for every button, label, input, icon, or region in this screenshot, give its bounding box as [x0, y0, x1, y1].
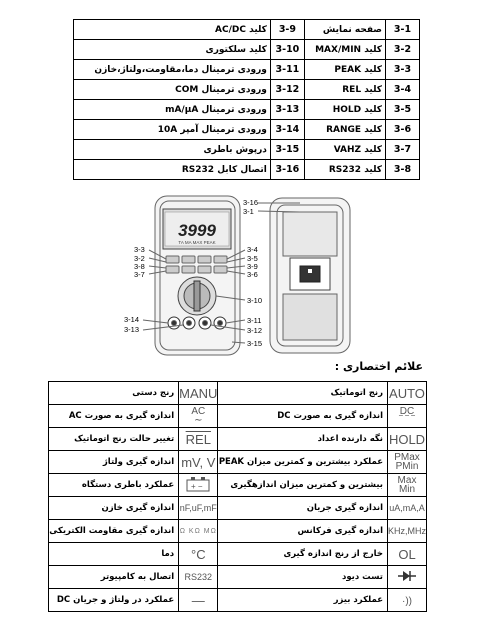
part-description-left: ورودی ترمینال آمپر 10A — [74, 120, 271, 140]
symbol-description-right: رنج اتوماتیک — [218, 382, 388, 405]
symbol-description-left: دما — [49, 543, 179, 566]
part-number-right: 3-6 — [386, 120, 420, 140]
symbol-description-left: اتصال به کامپیوتر — [49, 566, 179, 589]
front-view — [143, 196, 245, 355]
max-min-icon: Max Min — [388, 474, 427, 497]
symbol-description-right: بیشترین و کمترین میزان اندازهگیری — [218, 474, 388, 497]
symbol-description-left: تغییر حالت رنج اتوماتیک — [49, 428, 179, 451]
symbol-description-left: اندازه گیری ولتاژ — [49, 451, 179, 474]
dc-line-icon: — — [179, 589, 218, 612]
rs232-icon: RS232 — [179, 566, 218, 589]
symbol-description-left: رنج دستی — [49, 382, 179, 405]
ac-icon: AC ∼ — [179, 405, 218, 428]
symbol-row — [49, 474, 427, 497]
diode-icon — [388, 566, 427, 589]
part-description-right: کلید REL — [304, 80, 385, 100]
symbol-row — [49, 405, 427, 428]
symbol-row — [49, 428, 427, 451]
part-number-right: 3-7 — [386, 140, 420, 160]
part-description-right: کلید RS232 — [304, 160, 385, 180]
symbol-row — [49, 589, 427, 612]
part-number-right: 3-4 — [386, 80, 420, 100]
part-description-right: کلید PEAK — [304, 60, 385, 80]
part-number-left: 3-13 — [270, 100, 304, 120]
temperature-icon: °C — [179, 543, 218, 566]
voltage-icon: mV, V — [179, 451, 218, 474]
symbol-row — [49, 497, 427, 520]
symbol-description-right: عملکرد بیزر — [218, 589, 388, 612]
part-description-right: صفحه نمایش — [304, 20, 385, 40]
part-description-left: درپوش باطری — [74, 140, 271, 160]
svg-text:+ −: + − — [191, 482, 203, 491]
label-3-2: 3-2 — [134, 254, 145, 263]
part-number-left: 3-9 — [270, 20, 304, 40]
dc-icon: DC ‾ ‾ ‾ — [388, 405, 427, 428]
symbol-description-right: اندازه گیری فرکانس — [218, 520, 388, 543]
part-number-left: 3-14 — [270, 120, 304, 140]
part-description-right: کلید RANGE — [304, 120, 385, 140]
part-number-right: 3-3 — [386, 60, 420, 80]
label-3-7: 3-7 — [134, 270, 145, 279]
symbol-description-left: عملکرد باطری دستگاه — [49, 474, 179, 497]
label-3-5: 3-5 — [247, 254, 258, 263]
part-description-left: ورودی ترمینال دما،مقاومت،ولتاژ،خازن — [74, 60, 271, 80]
label-3-14: 3-14 — [124, 315, 140, 324]
rel-icon: $\overline{REL}$ — [179, 428, 218, 451]
buzzer-icon: ·)) — [388, 589, 427, 612]
current-icon: uA,mA,A — [388, 497, 427, 520]
part-number-left: 3-15 — [270, 140, 304, 160]
label-3-4: 3-4 — [247, 245, 258, 254]
frequency-icon: KHz,MHz — [388, 520, 427, 543]
symbol-description-right: اندازه گیری جریان — [218, 497, 388, 520]
part-number-left: 3-16 — [270, 160, 304, 180]
symbol-description-left: عملکرد در ولتاژ و جریان DC — [49, 589, 179, 612]
part-number-right: 3-1 — [386, 20, 420, 40]
display-reading: 3999 — [178, 221, 216, 240]
battery-icon — [179, 474, 218, 497]
part-description-right: کلید MAX/MIN — [304, 40, 385, 60]
symbol-description-right: تست دیود — [218, 566, 388, 589]
symbol-row — [49, 451, 427, 474]
symbol-row — [49, 520, 427, 543]
part-description-right: کلید VAHZ — [304, 140, 385, 160]
symbol-row — [49, 566, 427, 589]
part-number-right: 3-8 — [386, 160, 420, 180]
part-number-right: 3-5 — [386, 100, 420, 120]
resistance-icon: Ω KΩ MΩ — [179, 520, 218, 543]
label-3-11: 3-11 — [247, 316, 262, 325]
label-3-9: 3-9 — [247, 262, 258, 271]
part-number-left: 3-12 — [270, 80, 304, 100]
label-3-16: 3-16 — [243, 198, 259, 207]
symbol-description-right: خارج از رنج اندازه گیری — [218, 543, 388, 566]
part-description-left: کلید AC/DC — [74, 20, 271, 40]
back-view — [258, 198, 350, 353]
part-description-left: اتصال کابل RS232 — [74, 160, 271, 180]
part-number-left: 3-10 — [270, 40, 304, 60]
part-description-left: کلید سلکتوری — [74, 40, 271, 60]
part-description-left: ورودی ترمینال COM — [74, 80, 271, 100]
label-3-12: 3-12 — [247, 326, 263, 335]
symbol-description-right: اندازه گیری به صورت DC — [218, 405, 388, 428]
part-description-right: کلید HOLD — [304, 100, 385, 120]
label-3-8: 3-8 — [134, 262, 145, 271]
auto-range-icon: AUTO — [388, 382, 427, 405]
manual-range-icon: MANU — [179, 382, 218, 405]
label-3-13: 3-13 — [124, 325, 140, 334]
symbol-description-left: اندازه گیری به صورت AC — [49, 405, 179, 428]
display-subtext: TA MA MAX PEAK — [178, 240, 216, 245]
symbol-row — [49, 382, 427, 405]
part-description-left: ورودی ترمینال mA/µA — [74, 100, 271, 120]
symbols-table — [48, 381, 427, 612]
label-3-10: 3-10 — [247, 296, 263, 305]
capacitance-icon: nF,uF,mF — [179, 497, 218, 520]
peak-max-min-icon: PMax PMin — [388, 451, 427, 474]
symbol-row — [49, 543, 427, 566]
label-3-3: 3-3 — [134, 245, 145, 254]
part-number-right: 3-2 — [386, 40, 420, 60]
symbol-description-left: اندازه گیری خازن — [49, 497, 179, 520]
symbol-description-right: عملکرد بیشترین و کمترین میزان PEAK — [218, 451, 388, 474]
symbol-description-right: نگه دارنده اعداد — [218, 428, 388, 451]
symbol-description-left: اندازه گیری مقاومت الکتریکی — [49, 520, 179, 543]
overload-icon: OL — [388, 543, 427, 566]
label-3-6: 3-6 — [247, 270, 258, 279]
part-number-left: 3-11 — [270, 60, 304, 80]
label-3-15: 3-15 — [247, 339, 263, 348]
symbols-heading: علائم اختصاری : — [334, 360, 423, 373]
label-3-1: 3-1 — [243, 207, 254, 216]
hold-icon: HOLD — [388, 428, 427, 451]
